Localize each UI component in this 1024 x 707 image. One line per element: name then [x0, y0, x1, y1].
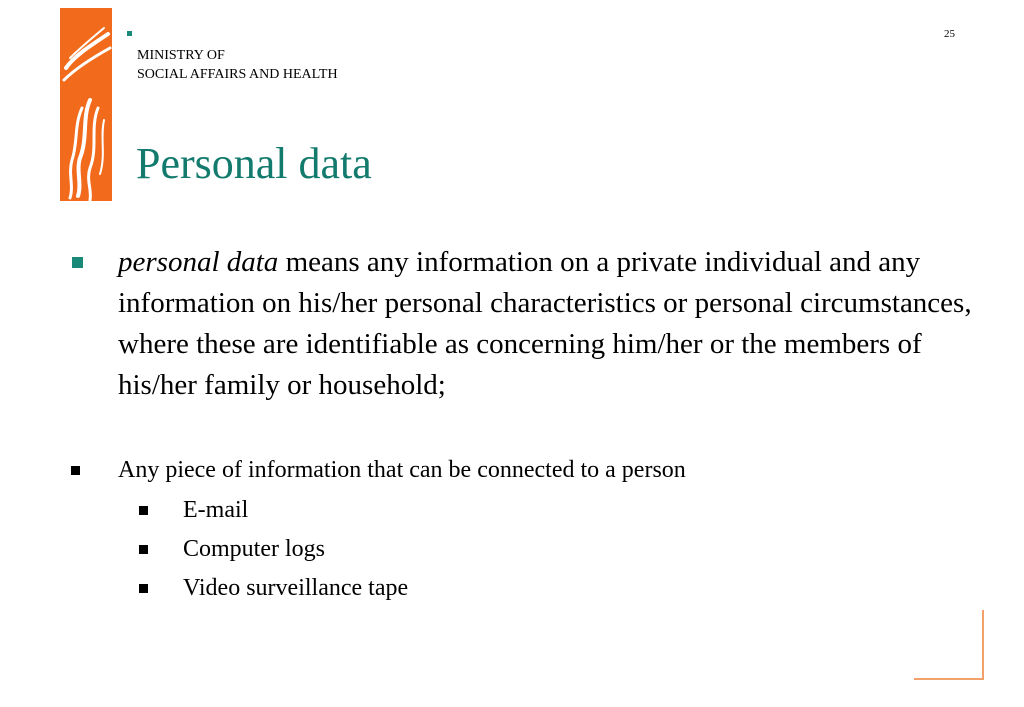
bullet-marker-2 — [71, 466, 80, 475]
ministry-line-2: SOCIAL AFFAIRS AND HEALTH — [137, 67, 338, 82]
bullet-1-term: personal data — [118, 246, 279, 278]
sub-bullet-marker-1 — [139, 506, 148, 515]
ministry-name — [137, 46, 338, 84]
ministry-logo — [60, 8, 112, 201]
sub-item-email: E-mail — [183, 497, 249, 523]
slide-title: Personal data — [136, 139, 372, 188]
sub-item-computer-logs: Computer logs — [183, 536, 325, 562]
sub-bullet-marker-3 — [139, 584, 148, 593]
corner-line-horizontal — [914, 678, 984, 680]
sub-item-video-surveillance: Video surveillance tape — [183, 575, 409, 601]
header-accent-square — [127, 31, 132, 36]
ministry-line-1: MINISTRY OF — [137, 48, 225, 63]
corner-line-vertical — [982, 610, 984, 680]
flame-figure-icon — [60, 8, 112, 201]
page-number: 25 — [944, 28, 955, 40]
bullet-marker-1 — [72, 257, 83, 268]
bullet-1-text — [118, 242, 978, 406]
sub-bullet-marker-2 — [139, 545, 148, 554]
bullet-2-text: Any piece of information that can be connected to a person — [118, 457, 686, 483]
bullet-1-definition: means any information on a private individual and any information on his/her personal characteristics or personal circumstances, where these are identifiable as concerning him/her or the members of his/her family or household; — [118, 246, 972, 401]
